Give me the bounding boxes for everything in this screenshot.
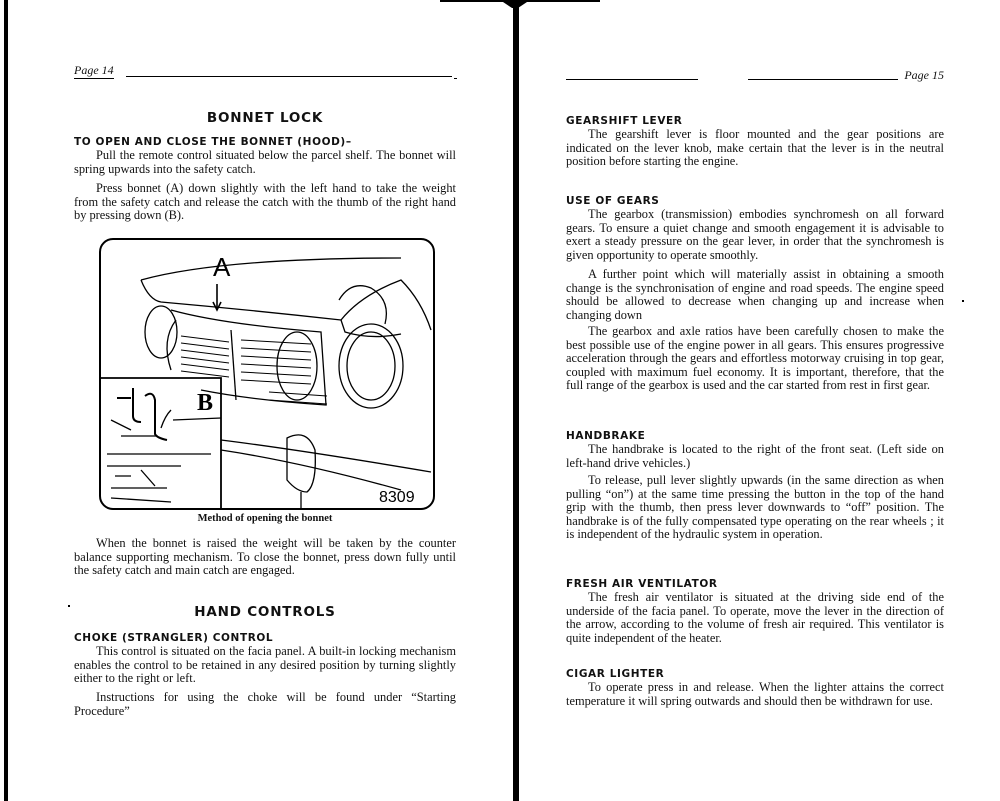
header-rule-tick <box>454 78 457 79</box>
paragraph: The fresh air ventilator is situated at the driving side end of the underside of the facia panel. To operate, move the lever in the direction of the arrow, according to the volume of fresh air required. This ventilator is quite independent of the heater. <box>566 590 944 645</box>
bonnet-figure <box>99 238 435 510</box>
paragraph: The gearbox and axle ratios have been carefully chosen to make the best possible use of the engine power in all gears. This ensures progressive acceleration through the gears and effortless motorway cruising in top gear, coupled with maximum fuel economy. It is important, therefore, that the full range of the gearbox is used and the car started from rest in first gear. <box>566 324 944 393</box>
scan-speck <box>68 605 70 607</box>
left-page <box>74 0 456 801</box>
paragraph: Instructions for using the choke will be found under “Starting Procedure” <box>74 690 456 718</box>
figure-caption: Method of opening the bonnet <box>197 513 333 524</box>
paragraph: The handbrake is located to the right of the front seat. (Left side on left-hand drive vehicles.) <box>566 442 944 470</box>
paragraph: Pull the remote control situated below the parcel shelf. The bonnet will spring upwards into the safety catch. <box>74 148 456 176</box>
subhead-use-of-gears: USE OF GEARS <box>566 195 660 207</box>
paragraph: Press bonnet (A) down slightly with the left hand to take the weight from the safety catch and release the catch with the thumb of the right hand by pressing down (B). <box>74 181 456 223</box>
book-spine <box>513 6 519 801</box>
page-number: Page 15 <box>904 68 944 82</box>
subhead-handbrake: HANDBRAKE <box>566 430 646 442</box>
header-rule <box>748 79 898 80</box>
section-title-hand-controls: HAND CONTROLS <box>194 604 336 620</box>
subhead-fresh-air-ventilator: FRESH AIR VENTILATOR <box>566 578 718 590</box>
figure-label-b: B <box>197 390 214 416</box>
paragraph: To release, pull lever slightly upwards (in the same direction as when pulling “on”) at the same time pressing the button in the top of the hand grip with the thumb, then press lever downwards to “off” position. The handbrake is of the fully compensated type operating on the rear wheels ; it is independent of the hydraulic system in operation. <box>566 473 944 542</box>
bonnet-illustration <box>101 240 433 508</box>
paragraph: This control is situated on the facia panel. A built-in locking mechanism enables the control to be retained in any desired position by turning slightly either to the right or left. <box>74 644 456 686</box>
subhead-cigar-lighter: CIGAR LIGHTER <box>566 668 665 680</box>
scan-left-edge <box>4 0 8 801</box>
paragraph: A further point which will materially assist in obtaining a smooth change is the synchronisation of engine and road speeds. The engine speed should be allowed to decrease when changing up and increase when changing down <box>566 267 944 322</box>
subhead-choke: CHOKE (STRANGLER) CONTROL <box>74 632 274 644</box>
figure-number: 8309 <box>379 489 415 506</box>
running-head <box>74 63 456 81</box>
subhead-open-close: TO OPEN AND CLOSE THE BONNET (HOOD)– <box>74 136 352 148</box>
paragraph: When the bonnet is raised the weight will be taken by the counter balance supporting mechanism. To close the bonnet, press down fully until the safety catch and main catch are engaged. <box>74 536 456 578</box>
page-number: Page 14 <box>74 63 114 77</box>
header-rule <box>566 79 698 80</box>
running-head <box>566 68 944 86</box>
figure-label-a: A <box>213 252 231 282</box>
paragraph: The gearbox (transmission) embodies synchromesh on all forward gears. To ensure a quiet change and smooth engagement it is advisable to exert a steady pressure on the gear lever, in order that the synchromesh is given opportunity to operate smoothly. <box>566 207 944 262</box>
header-rule <box>126 76 452 77</box>
right-page <box>566 0 944 801</box>
subhead-gearshift-lever: GEARSHIFT LEVER <box>566 115 683 127</box>
paragraph: The gearshift lever is floor mounted and the gear positions are indicated on the lever knob, make certain that the lever is in the neutral position before starting the engine. <box>566 127 944 169</box>
section-title-bonnet-lock: BONNET LOCK <box>206 110 324 126</box>
paragraph: To operate press in and release. When the lighter attains the correct temperature it will spring outwards and should then be withdrawn for use. <box>566 680 944 708</box>
scan-speck <box>962 300 964 302</box>
